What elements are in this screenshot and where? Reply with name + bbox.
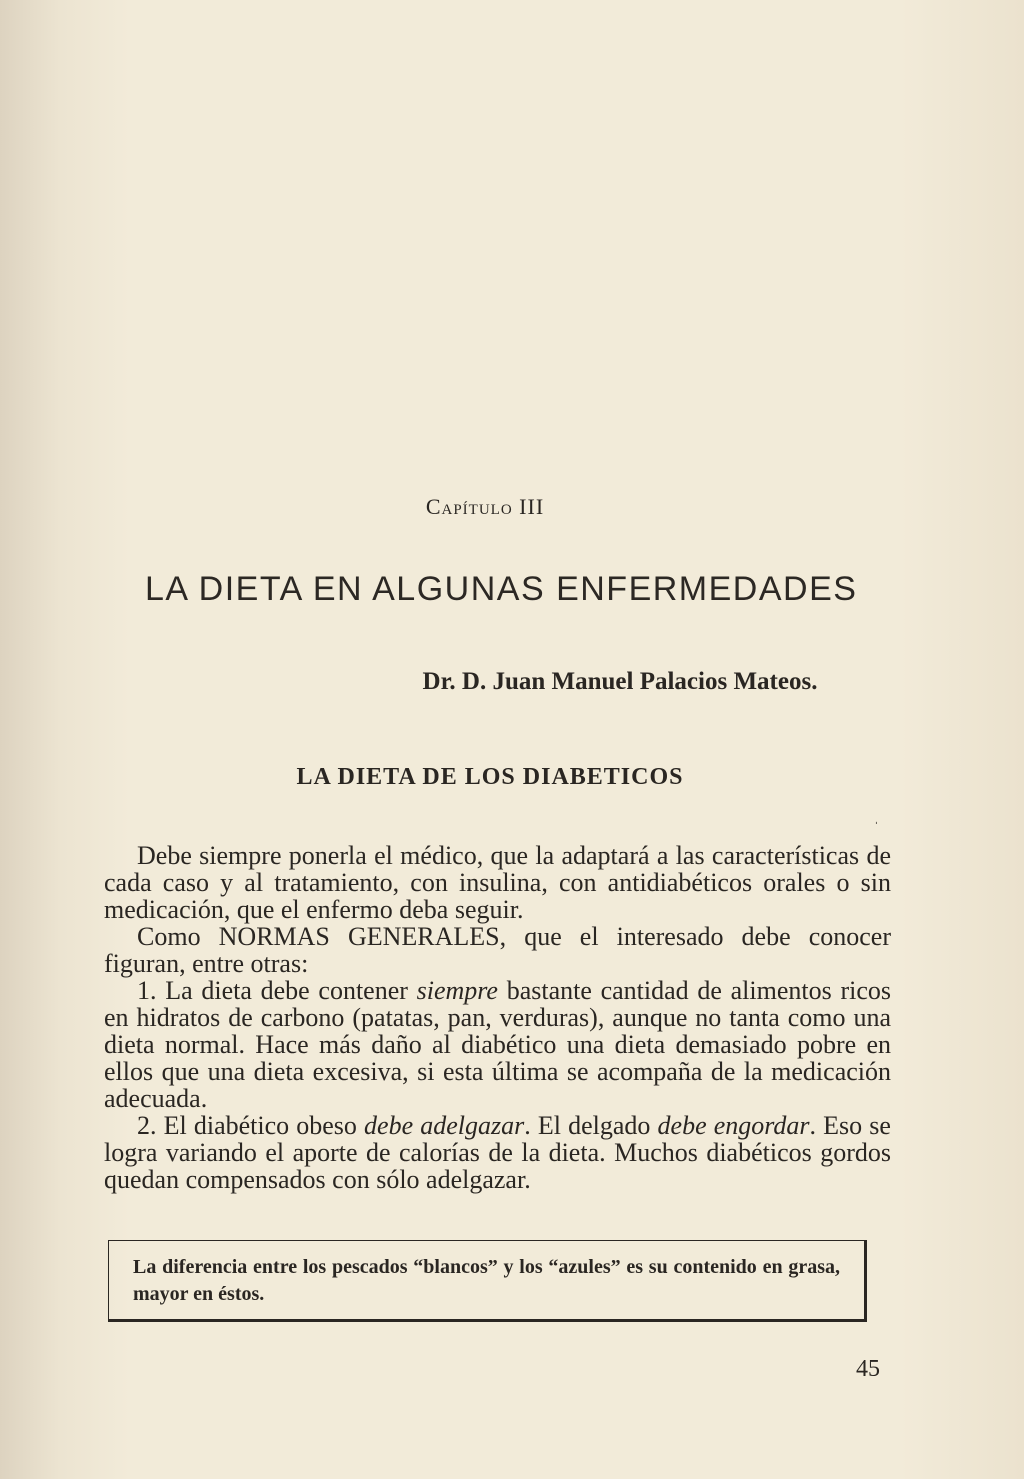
paragraph-intro: Debe siempre ponerla el médico, que la adaptará a las características de cada caso y al tratamiento, con insulina, con antidiabéticos orales o sin medicación, que el enfermo deba seguir. <box>104 841 891 924</box>
list-item-1-text-cont: bastante cantidad de alimentos ricos en hidratos de carbono (patatas, pan, verduras), aunque no tanta como una dieta normal. Hace más daño al diabético una dieta demasiado pobre en ellos que una dieta excesiva, si esta última se acompaña de la medicación adecuada. <box>104 976 891 1113</box>
note-text: La diferencia entre los pescados “blancos” y los “azules” es su contenido en grasa, mayor en éstos. <box>133 1256 840 1305</box>
chapter-number: III <box>519 494 545 519</box>
note-box <box>108 1240 867 1322</box>
list-item-2-text: 2. El diabético obeso <box>137 1111 365 1140</box>
list-item-2-text-end: . Eso se logra variando el aporte de calorías de la dieta. Muchos diabéticos gordos quedan compensados con sólo adelgazar. <box>104 1111 891 1194</box>
chapter-prefix: Capítulo <box>425 494 513 519</box>
list-item-1-text: 1. La dieta debe contener <box>137 976 417 1005</box>
author-name: Dr. D. Juan Manuel Palacios Mateos. <box>422 668 818 695</box>
print-mark: ˌ <box>874 810 879 825</box>
page-number: 45 <box>856 1356 880 1382</box>
chapter-label <box>0 494 970 520</box>
section-title: LA DIETA DE LOS DIABETICOS <box>296 764 684 790</box>
list-item-2-emphasis-2: debe engordar <box>657 1111 810 1140</box>
chapter-title: LA DIETA EN ALGUNAS ENFERMEDADES <box>145 570 858 608</box>
list-item-2 <box>104 1112 891 1193</box>
list-item-2-emphasis-1: debe adelgazar <box>364 1111 525 1140</box>
body-text <box>104 842 891 1193</box>
list-item-2-text-mid: . El delgado <box>524 1111 658 1140</box>
list-item-1-emphasis: siempre <box>416 976 498 1005</box>
list-item-1 <box>104 977 891 1112</box>
paragraph-norms: Como NORMAS GENERALES, que el interesado debe conocer figuran, entre otras: <box>104 922 891 978</box>
